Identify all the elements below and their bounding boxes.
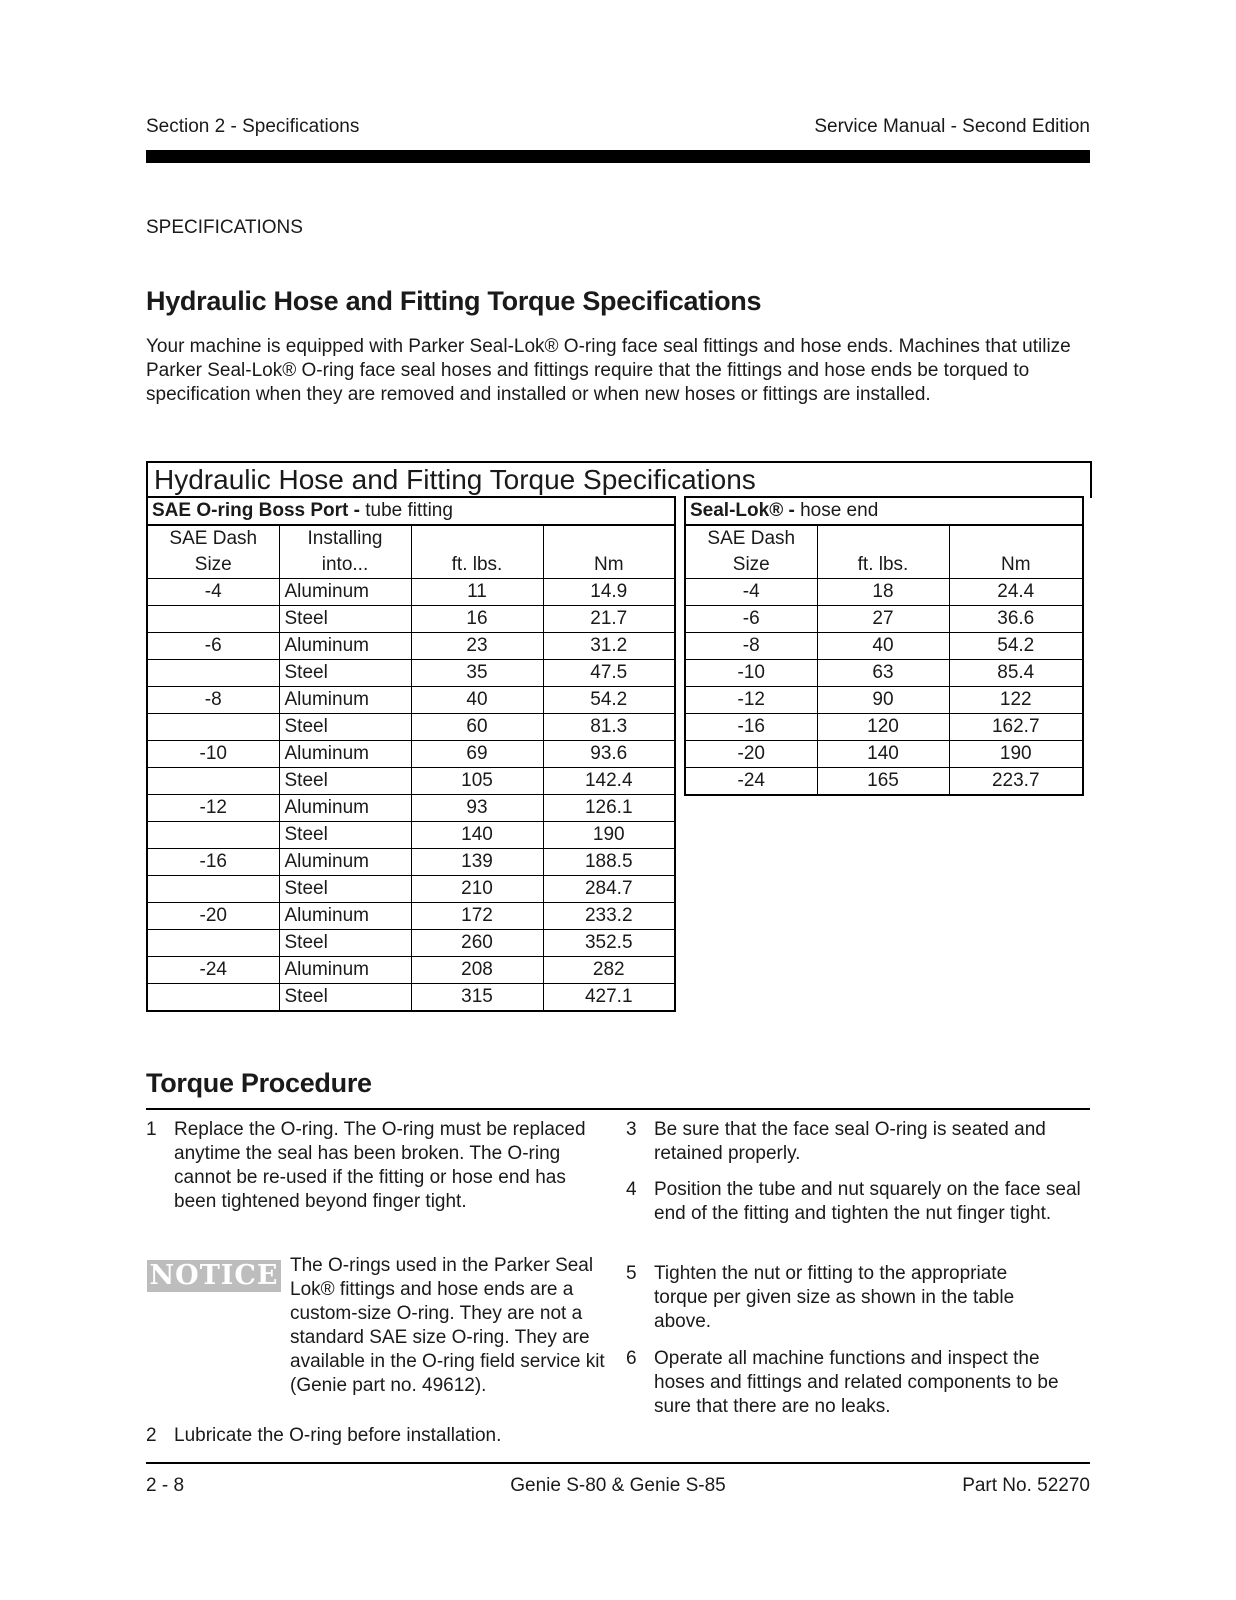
procedure-step [146,1424,586,1448]
cell-installing-into: Steel [279,984,411,1012]
cell-dash-size: -4 [147,579,279,606]
cell-dash-size [147,714,279,741]
cell-dash-size [147,660,279,687]
cell-ftlbs: 90 [817,687,949,714]
cell-dash-size: -20 [685,741,817,768]
cell-ftlbs: 172 [411,903,543,930]
col-header-ftlbs: ft. lbs. [817,552,949,579]
procedure-step [146,1118,586,1214]
step-text: Operate all machine functions and inspect the hoses and fittings and related components to be sure that there are no leaks. [654,1348,1059,1417]
cell-installing-into: Aluminum [279,633,411,660]
cell-dash-size: -10 [147,741,279,768]
cell-nm: 162.7 [949,714,1083,741]
col-header-install-into: into... [279,552,411,579]
cell-dash-size: -24 [147,957,279,984]
step-text: Tighten the nut or fitting to the appropriate torque per given size as shown in the table above. [654,1263,1015,1332]
group-rest-label: hose end [794,500,879,521]
seal-lok-table [684,496,1084,796]
step-number: 1 [146,1119,157,1140]
table-row [147,741,675,768]
cell-nm: 85.4 [949,660,1083,687]
group-bold-label: SAE O-ring Boss Port - [152,500,360,521]
cell-dash-size: -6 [685,606,817,633]
cell-dash-size: -24 [685,768,817,796]
cell-nm: 14.9 [543,579,675,606]
col-header-blank [949,525,1083,552]
cell-nm: 81.3 [543,714,675,741]
cell-dash-size: -4 [685,579,817,606]
cell-nm: 36.6 [949,606,1083,633]
col-header-dash-size: Size [685,552,817,579]
cell-ftlbs: 18 [817,579,949,606]
cell-dash-size [147,768,279,795]
cell-installing-into: Steel [279,822,411,849]
cell-ftlbs: 69 [411,741,543,768]
notice-badge: NOTICE [147,1260,281,1292]
table-row [147,903,675,930]
col-header-ftlbs: ft. lbs. [411,552,543,579]
cell-ftlbs: 63 [817,660,949,687]
cell-ftlbs: 139 [411,849,543,876]
table-row [685,741,1083,768]
cell-dash-size: -6 [147,633,279,660]
table-row [147,984,675,1012]
cell-ftlbs: 165 [817,768,949,796]
cell-ftlbs: 11 [411,579,543,606]
step-number: 3 [626,1119,637,1140]
group-rest-label: tube fitting [359,500,453,521]
cell-ftlbs: 210 [411,876,543,903]
cell-installing-into: Steel [279,930,411,957]
procedure-divider [146,1108,1090,1110]
cell-nm: 282 [543,957,675,984]
cell-nm: 21.7 [543,606,675,633]
cell-dash-size: -16 [147,849,279,876]
procedure-title: Torque Procedure [146,1068,372,1098]
seal-lok-group-header [685,497,1083,525]
col-header-blank [543,525,675,552]
cell-installing-into: Aluminum [279,741,411,768]
cell-ftlbs: 208 [411,957,543,984]
cell-nm: 223.7 [949,768,1083,796]
cell-nm: 93.6 [543,741,675,768]
step-number: 6 [626,1348,637,1369]
cell-nm: 352.5 [543,930,675,957]
torque-table-title: Hydraulic Hose and Fitting Torque Specifications [154,464,756,495]
cell-ftlbs: 27 [817,606,949,633]
table-row [685,606,1083,633]
cell-nm: 54.2 [949,633,1083,660]
cell-nm: 188.5 [543,849,675,876]
col-header-nm: Nm [949,552,1083,579]
procedure-step [626,1178,1086,1226]
table-row [147,633,675,660]
cell-installing-into: Aluminum [279,579,411,606]
sae-oring-boss-table [146,496,676,1012]
step-number: 2 [146,1425,157,1446]
col-header-dash-size: Size [147,552,279,579]
cell-dash-size [147,822,279,849]
step-text: Replace the O-ring. The O-ring must be replaced anytime the seal has been broken. The O-ring cannot be re-used if the fitting or hose end has been tightened beyond finger tight. [174,1119,586,1212]
step-text: Lubricate the O-ring before installation. [174,1425,502,1446]
step-text: Be sure that the face seal O-ring is seated and retained properly. [654,1119,1046,1164]
cell-dash-size: -12 [147,795,279,822]
cell-ftlbs: 260 [411,930,543,957]
header-manual-title: Service Manual - Second Edition [814,116,1090,137]
notice-text: The O-rings used in the Parker Seal Lok® fittings and hose ends are a custom-size O-ring. They are not a standard SAE size O-ring. They are available in the O-ring field service kit (Genie part no. 49612). [290,1255,605,1396]
footer-model: Genie S-80 & Genie S-85 [510,1475,726,1496]
step-text: Position the tube and nut squarely on the face seal end of the fitting and tighten the nut finger tight. [654,1179,1081,1224]
intro-paragraph: Your machine is equipped with Parker Seal-Lok® O-ring face seal fittings and hose ends. Machines that utilize Parker Seal-Lok® O-ring face seal hoses and fittings require that the fittings and hose ends be torqued to specification when they are removed and installed or when new hoses or fittings are installed. [146,336,1071,405]
table-row [147,768,675,795]
table-row [685,768,1083,796]
col-header-dash: SAE Dash [147,525,279,552]
table-row [147,822,675,849]
cell-ftlbs: 105 [411,768,543,795]
page-number: 2 - 8 [146,1475,185,1496]
cell-dash-size [147,930,279,957]
cell-nm: 54.2 [543,687,675,714]
cell-ftlbs: 60 [411,714,543,741]
col-header-nm: Nm [543,552,675,579]
col-header-blank [411,525,543,552]
footer-divider [146,1462,1090,1464]
table-row [147,606,675,633]
cell-dash-size: -20 [147,903,279,930]
cell-ftlbs: 140 [411,822,543,849]
cell-nm: 47.5 [543,660,675,687]
group-bold-label: Seal-Lok® - [690,500,795,521]
cell-installing-into: Steel [279,606,411,633]
cell-nm: 427.1 [543,984,675,1012]
cell-dash-size: -8 [685,633,817,660]
cell-ftlbs: 40 [411,687,543,714]
cell-installing-into: Aluminum [279,903,411,930]
col-header-install: Installing [279,525,411,552]
cell-ftlbs: 16 [411,606,543,633]
torque-table-title-box [146,461,1092,498]
table-row [685,687,1083,714]
procedure-step [626,1347,1066,1419]
cell-ftlbs: 40 [817,633,949,660]
cell-ftlbs: 35 [411,660,543,687]
table-row [685,633,1083,660]
cell-ftlbs: 120 [817,714,949,741]
table-row [147,795,675,822]
table-row [147,876,675,903]
cell-ftlbs: 315 [411,984,543,1012]
table-row [147,930,675,957]
table-row [147,579,675,606]
cell-nm: 190 [543,822,675,849]
cell-dash-size [147,876,279,903]
cell-nm: 24.4 [949,579,1083,606]
cell-dash-size: -16 [685,714,817,741]
cell-dash-size: -8 [147,687,279,714]
cell-installing-into: Steel [279,876,411,903]
cell-nm: 122 [949,687,1083,714]
cell-installing-into: Steel [279,714,411,741]
table-row [685,579,1083,606]
procedure-step [626,1118,1086,1166]
cell-dash-size [147,984,279,1012]
col-header-blank [817,525,949,552]
step-number: 4 [626,1179,637,1200]
table-row [147,660,675,687]
cell-installing-into: Steel [279,660,411,687]
cell-dash-size [147,606,279,633]
cell-installing-into: Steel [279,768,411,795]
procedure-step [626,1262,1056,1334]
step-number: 5 [626,1263,637,1284]
cell-installing-into: Aluminum [279,957,411,984]
cell-nm: 284.7 [543,876,675,903]
footer-part-number: Part No. 52270 [962,1475,1090,1496]
cell-installing-into: Aluminum [279,687,411,714]
cell-installing-into: Aluminum [279,795,411,822]
table-row [685,714,1083,741]
cell-nm: 126.1 [543,795,675,822]
table-row [147,714,675,741]
section-label: SPECIFICATIONS [146,217,303,238]
cell-installing-into: Aluminum [279,849,411,876]
cell-nm: 31.2 [543,633,675,660]
table-row [685,660,1083,687]
header-section-title: Section 2 - Specifications [146,116,360,137]
cell-ftlbs: 140 [817,741,949,768]
table-row [147,849,675,876]
page-title: Hydraulic Hose and Fitting Torque Specifications [146,286,762,316]
table-row [147,687,675,714]
col-header-dash: SAE Dash [685,525,817,552]
cell-dash-size: -10 [685,660,817,687]
header-divider [146,150,1090,163]
cell-dash-size: -12 [685,687,817,714]
cell-nm: 233.2 [543,903,675,930]
sae-oring-boss-group-header [147,497,675,525]
cell-ftlbs: 93 [411,795,543,822]
cell-nm: 190 [949,741,1083,768]
cell-ftlbs: 23 [411,633,543,660]
cell-nm: 142.4 [543,768,675,795]
table-row [147,957,675,984]
